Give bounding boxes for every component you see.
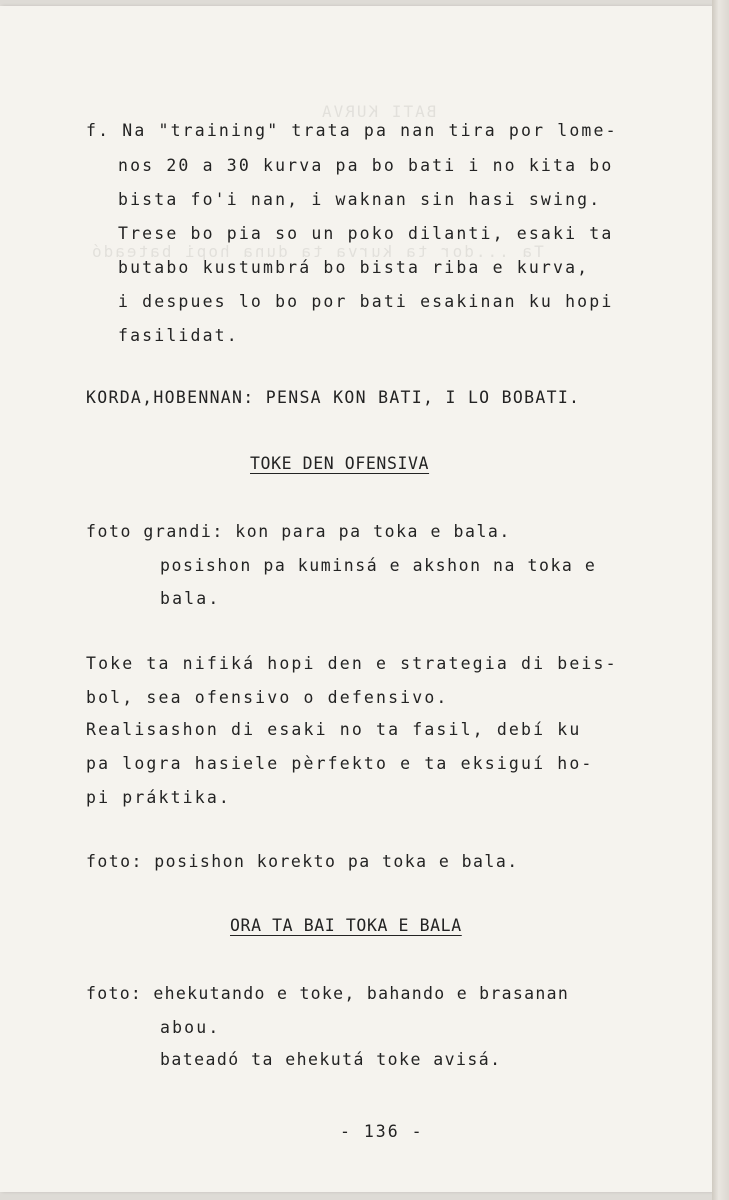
document-page (0, 6, 712, 1192)
photo-caption: posishon pa kuminsá e akshon na toka e (160, 556, 597, 575)
photo-caption: abou. (160, 1018, 221, 1037)
section-heading: ORA TA BAI TOKA E BALA (230, 916, 462, 935)
text-line: f. Na "training" trata pa nan tira por lome- (86, 121, 618, 140)
section-heading: TOKE DEN OFENSIVA (250, 454, 430, 473)
body-text: Realisashon di esaki no ta fasil, debí ku (86, 720, 582, 739)
page-number: - 136 - (340, 1122, 424, 1141)
bleed-through-text: BATI KURVA (320, 102, 437, 121)
text-line: bista fo'i nan, i waknan sin hasi swing. (118, 190, 602, 209)
body-text: Toke ta nifiká hopi den e strategia di beis- (86, 654, 618, 673)
photo-caption: bateadó ta ehekutá toke avisá. (160, 1050, 502, 1069)
body-text: bol, sea ofensivo o defensivo. (86, 688, 449, 707)
body-text: pa logra hasiele pèrfekto e ta eksiguí ho- (86, 754, 594, 773)
text-line: butabo kustumbrá bo bista riba e kurva, (118, 258, 590, 277)
text-line: Trese bo pia so un poko dilanti, esaki ta (118, 224, 614, 243)
page-edge (712, 0, 729, 1200)
photo-caption: foto grandi: kon para pa toka e bala. (86, 522, 511, 541)
body-text: pi práktika. (86, 788, 232, 807)
photo-caption: foto: ehekutando e toke, bahando e brasanan (86, 984, 570, 1003)
photo-caption: bala. (160, 589, 221, 608)
bleed-through-text: Ta ...dor ta kurva ta duna hopi bateadó (90, 242, 544, 261)
motto: KORDA,HOBENNAN: PENSA KON BATI, I LO BOBATI. (86, 388, 581, 407)
text-line: fasilidat. (118, 326, 239, 345)
text-line: nos 20 a 30 kurva pa bo bati i no kita bo (118, 156, 614, 175)
text-line: i despues lo bo por bati esakinan ku hopi (118, 292, 614, 311)
photo-caption: foto: posishon korekto pa toka e bala. (86, 852, 519, 871)
